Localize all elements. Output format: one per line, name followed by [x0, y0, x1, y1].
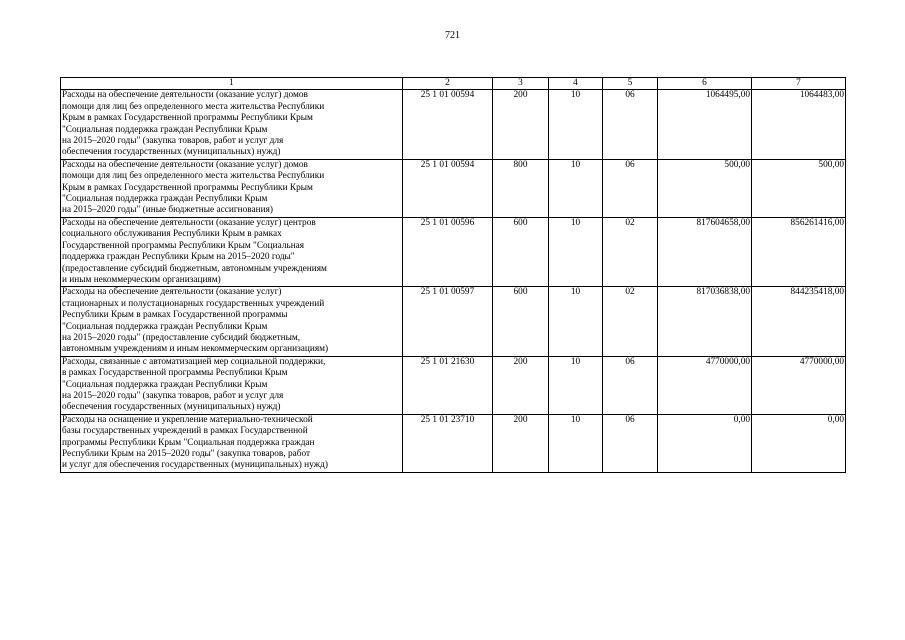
- row-description: Расходы на оснащение и укрепление материально-технической базы государственных учреждений в рамках Государственной программы Республики Крым "Социальная поддержка граждан Республики Крым на 2015–2020 годы" (закупка товаров, работ и услуг для обеспечения государственных (муниципальных) нужд): [61, 414, 403, 472]
- row-amount-6: 817604658,00: [658, 217, 752, 286]
- row-col5: 02: [603, 287, 658, 356]
- budget-table: [60, 77, 846, 473]
- column-header-6: 6: [658, 78, 752, 90]
- table-row: [61, 287, 846, 356]
- row-amount-6: 500,00: [658, 159, 752, 217]
- column-header-2: 2: [403, 78, 493, 90]
- column-header-4: 4: [549, 78, 603, 90]
- row-col5: 06: [603, 90, 658, 159]
- row-col3: 800: [493, 159, 549, 217]
- column-header-3: 3: [493, 78, 549, 90]
- row-col4: 10: [549, 287, 603, 356]
- row-code: 25 1 01 21630: [403, 356, 493, 414]
- column-header-1: 1: [61, 78, 403, 90]
- table-row: [61, 414, 846, 472]
- row-code: 25 1 01 00597: [403, 287, 493, 356]
- row-amount-7: 500,00: [752, 159, 846, 217]
- row-amount-6: 4770000,00: [658, 356, 752, 414]
- row-col5: 06: [603, 414, 658, 472]
- row-description: Расходы на обеспечение деятельности (оказание услуг) домов помощи для лиц без определенного места жительства Республики Крым в рамках Государственной программы Республики Крым "Социальная поддержка граждан Республики Крым на 2015–2020 годы" (иные бюджетные ассигнования): [61, 159, 403, 217]
- row-amount-7: 4770000,00: [752, 356, 846, 414]
- column-header-5: 5: [603, 78, 658, 90]
- row-amount-6: 1064495,00: [658, 90, 752, 159]
- row-code: 25 1 01 00594: [403, 90, 493, 159]
- table-row: [61, 90, 846, 159]
- row-code: 25 1 01 00594: [403, 159, 493, 217]
- row-description: Расходы на обеспечение деятельности (оказание услуг) домов помощи для лиц без определенного места жительства Республики Крым в рамках Государственной программы Республики Крым "Социальная поддержка граждан Республики Крым на 2015–2020 годы" (закупка товаров, работ и услуг для обеспечения государственных (муниципальных) нужд): [61, 90, 403, 159]
- row-amount-7: 856261416,00: [752, 217, 846, 286]
- table-row: [61, 217, 846, 286]
- row-amount-6: 0,00: [658, 414, 752, 472]
- row-description: Расходы, связанные с автоматизацией мер социальной поддержки, в рамках Государственной программы Республики Крым "Социальная поддержка граждан Республики Крым на 2015–2020 годы" (закупка товаров, работ и услуг для обеспечения государственных (муниципальных) нужд): [61, 356, 403, 414]
- row-description: Расходы на обеспечение деятельности (оказание услуг) центров социального обслуживания Республики Крым в рамках Государственной программы Республики Крым "Социальная поддержка граждан Республики Крым на 2015–2020 годы" (предоставление субсидий бюджетным, автономным учреждениям и иным некоммерческим организациям): [61, 217, 403, 286]
- page-number: 721: [445, 30, 460, 41]
- row-col4: 10: [549, 217, 603, 286]
- column-header-7: 7: [752, 78, 846, 90]
- row-description: Расходы на обеспечение деятельности (оказание услуг) стационарных и полустационарных государственных учреждений Республики Крым в рамках Государственной программы "Социальная поддержка граждан Республики Крым на 2015–2020 годы" (предоставление субсидий бюджетным, автономным учреждениям и иным некоммерческим организациям): [61, 287, 403, 356]
- row-col3: 600: [493, 217, 549, 286]
- row-col5: 06: [603, 356, 658, 414]
- row-col4: 10: [549, 414, 603, 472]
- row-code: 25 1 01 23710: [403, 414, 493, 472]
- row-amount-7: 844235418,00: [752, 287, 846, 356]
- row-code: 25 1 01 00596: [403, 217, 493, 286]
- row-amount-7: 1064483,00: [752, 90, 846, 159]
- row-col4: 10: [549, 90, 603, 159]
- table-row: [61, 159, 846, 217]
- row-col4: 10: [549, 356, 603, 414]
- row-col4: 10: [549, 159, 603, 217]
- row-col3: 200: [493, 414, 549, 472]
- row-col5: 02: [603, 217, 658, 286]
- row-col5: 06: [603, 159, 658, 217]
- row-amount-7: 0,00: [752, 414, 846, 472]
- table-row: [61, 356, 846, 414]
- row-col3: 200: [493, 356, 549, 414]
- table-header-row: [61, 78, 846, 90]
- row-col3: 600: [493, 287, 549, 356]
- row-col3: 200: [493, 90, 549, 159]
- row-amount-6: 817036838,00: [658, 287, 752, 356]
